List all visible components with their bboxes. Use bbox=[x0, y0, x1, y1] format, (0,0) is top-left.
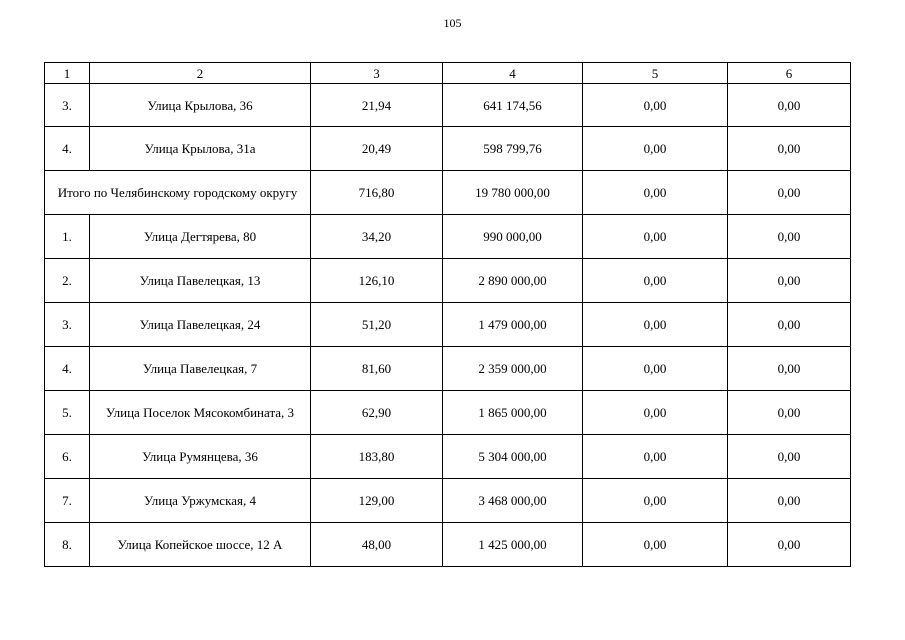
address-cell: Улица Павелецкая, 13 bbox=[90, 259, 311, 303]
address-cell: Улица Павелецкая, 24 bbox=[90, 303, 311, 347]
page-number: 105 bbox=[443, 16, 462, 30]
column-header: 3 bbox=[311, 63, 443, 84]
data-table bbox=[44, 62, 851, 567]
value-cell: 0,00 bbox=[583, 171, 728, 215]
value-cell: 0,00 bbox=[583, 259, 728, 303]
value-cell: 0,00 bbox=[583, 391, 728, 435]
table-row bbox=[45, 479, 851, 523]
address-cell: Улица Крылова, 31а bbox=[90, 127, 311, 171]
value-cell: 0,00 bbox=[583, 303, 728, 347]
value-cell: 0,00 bbox=[583, 84, 728, 127]
table-row bbox=[45, 435, 851, 479]
column-header: 2 bbox=[90, 63, 311, 84]
row-number: 3. bbox=[45, 303, 90, 347]
address-cell: Улица Павелецкая, 7 bbox=[90, 347, 311, 391]
value-cell: 0,00 bbox=[728, 259, 851, 303]
area-cell: 81,60 bbox=[311, 347, 443, 391]
header-row bbox=[45, 63, 851, 84]
table-row bbox=[45, 523, 851, 567]
table-row bbox=[45, 215, 851, 259]
area-cell: 51,20 bbox=[311, 303, 443, 347]
amount-cell: 2 890 000,00 bbox=[443, 259, 583, 303]
area-cell: 21,94 bbox=[311, 84, 443, 127]
amount-cell: 1 479 000,00 bbox=[443, 303, 583, 347]
area-cell: 716,80 bbox=[311, 171, 443, 215]
area-cell: 183,80 bbox=[311, 435, 443, 479]
value-cell: 0,00 bbox=[728, 127, 851, 171]
table-row bbox=[45, 127, 851, 171]
amount-cell: 2 359 000,00 bbox=[443, 347, 583, 391]
row-number: 1. bbox=[45, 215, 90, 259]
table-row bbox=[45, 347, 851, 391]
table-row bbox=[45, 259, 851, 303]
amount-cell: 1 425 000,00 bbox=[443, 523, 583, 567]
address-cell: Улица Крылова, 36 bbox=[90, 84, 311, 127]
column-header: 5 bbox=[583, 63, 728, 84]
value-cell: 0,00 bbox=[728, 479, 851, 523]
total-label: Итого по Челябинскому городскому округу bbox=[45, 171, 311, 215]
table-row bbox=[45, 84, 851, 127]
amount-cell: 3 468 000,00 bbox=[443, 479, 583, 523]
address-cell: Улица Дегтярева, 80 bbox=[90, 215, 311, 259]
address-cell: Улица Уржумская, 4 bbox=[90, 479, 311, 523]
row-number: 4. bbox=[45, 347, 90, 391]
area-cell: 129,00 bbox=[311, 479, 443, 523]
value-cell: 0,00 bbox=[728, 303, 851, 347]
row-number: 8. bbox=[45, 523, 90, 567]
value-cell: 0,00 bbox=[728, 171, 851, 215]
column-header: 1 bbox=[45, 63, 90, 84]
value-cell: 0,00 bbox=[728, 435, 851, 479]
value-cell: 0,00 bbox=[728, 215, 851, 259]
value-cell: 0,00 bbox=[583, 523, 728, 567]
value-cell: 0,00 bbox=[583, 347, 728, 391]
amount-cell: 598 799,76 bbox=[443, 127, 583, 171]
amount-cell: 1 865 000,00 bbox=[443, 391, 583, 435]
amount-cell: 641 174,56 bbox=[443, 84, 583, 127]
column-header: 6 bbox=[728, 63, 851, 84]
area-cell: 20,49 bbox=[311, 127, 443, 171]
value-cell: 0,00 bbox=[728, 347, 851, 391]
area-cell: 126,10 bbox=[311, 259, 443, 303]
address-cell: Улица Копейское шоссе, 12 А bbox=[90, 523, 311, 567]
area-cell: 62,90 bbox=[311, 391, 443, 435]
total-row bbox=[45, 171, 851, 215]
value-cell: 0,00 bbox=[728, 391, 851, 435]
table-row bbox=[45, 391, 851, 435]
row-number: 5. bbox=[45, 391, 90, 435]
table-row bbox=[45, 303, 851, 347]
amount-cell: 5 304 000,00 bbox=[443, 435, 583, 479]
value-cell: 0,00 bbox=[583, 215, 728, 259]
amount-cell: 990 000,00 bbox=[443, 215, 583, 259]
area-cell: 48,00 bbox=[311, 523, 443, 567]
address-cell: Улица Поселок Мясокомбината, 3 bbox=[90, 391, 311, 435]
row-number: 2. bbox=[45, 259, 90, 303]
row-number: 6. bbox=[45, 435, 90, 479]
row-number: 7. bbox=[45, 479, 90, 523]
row-number: 4. bbox=[45, 127, 90, 171]
value-cell: 0,00 bbox=[583, 435, 728, 479]
value-cell: 0,00 bbox=[728, 523, 851, 567]
column-header: 4 bbox=[443, 63, 583, 84]
value-cell: 0,00 bbox=[728, 84, 851, 127]
amount-cell: 19 780 000,00 bbox=[443, 171, 583, 215]
row-number: 3. bbox=[45, 84, 90, 127]
value-cell: 0,00 bbox=[583, 127, 728, 171]
value-cell: 0,00 bbox=[583, 479, 728, 523]
address-cell: Улица Румянцева, 36 bbox=[90, 435, 311, 479]
area-cell: 34,20 bbox=[311, 215, 443, 259]
